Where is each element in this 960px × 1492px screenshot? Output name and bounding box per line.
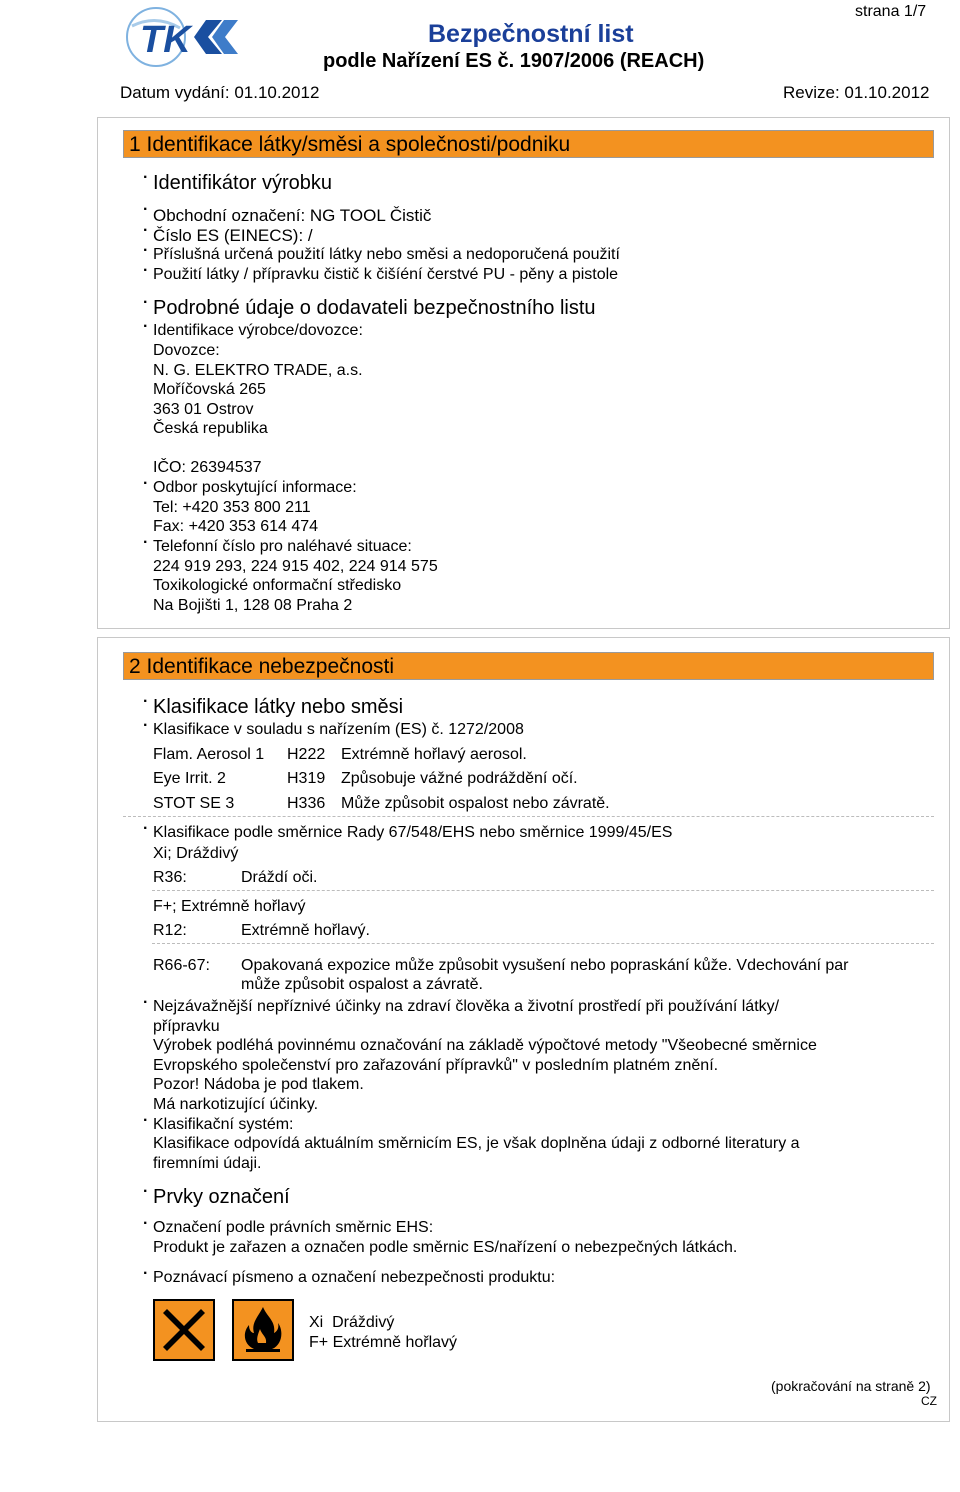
effects-label: Nejzávažnější nepříznivé účinky na zdraví člověka a životní prostředí při používání látky/ xyxy=(153,998,780,1015)
bullet: · xyxy=(143,201,149,218)
revision-date: Revize: 01.10.2012 xyxy=(783,83,930,102)
bullet: · xyxy=(143,820,149,837)
importer-line: Moříčovská 265 xyxy=(153,381,266,398)
xi-line: Xi; Dráždivý xyxy=(153,845,239,862)
bullet: · xyxy=(143,534,149,551)
r12-code: R12: xyxy=(153,922,187,939)
clp-code: H319 xyxy=(287,770,326,787)
r36-code: R36: xyxy=(153,869,187,886)
effects-line: Výrobek podléhá povinnému označování na základě výpočtové metody "Všeobecné směrnice xyxy=(153,1037,817,1054)
emergency-line: Toxikologické onformační středisko xyxy=(153,577,402,594)
product-identifier-heading: Identifikátor výrobku xyxy=(153,172,332,194)
bullet: · xyxy=(143,222,149,239)
emergency-line: 224 919 293, 224 915 402, 224 914 575 xyxy=(153,558,438,575)
trade-name: Obchodní označení: NG TOOL Čistič xyxy=(153,206,432,225)
clp-class: STOT SE 3 xyxy=(153,795,235,812)
effects-line: Má narkotizující účinky. xyxy=(153,1096,319,1113)
divider xyxy=(152,890,934,891)
effects-line: Pozor! Nádoba je pod tlakem. xyxy=(153,1076,364,1093)
importer-line: 363 01 Ostrov xyxy=(153,401,254,418)
ico: IČO: 26394537 xyxy=(153,459,262,476)
importer-line: Česká republika xyxy=(153,420,268,437)
info-phone: Tel: +420 353 800 211 xyxy=(153,499,311,516)
bullet: · xyxy=(143,717,149,734)
use-text: čistič k čišíéní čerstvé PU - pěny a pistole xyxy=(323,266,619,283)
system-text: Klasifikace odpovídá aktuálním směrnicím ES, je však doplněna údaji z odborné literatury a xyxy=(153,1135,800,1152)
section-1-heading: 1 Identifikace látky/směsi a společnosti/podniku xyxy=(123,130,934,158)
clp-text: Může způsobit ospalost nebo závratě. xyxy=(341,795,610,812)
bullet: · xyxy=(143,693,149,710)
clp-code: H222 xyxy=(287,746,326,763)
divider xyxy=(152,943,934,944)
page-number: strana 1/7 xyxy=(855,3,927,20)
supplier-heading: Podrobné údaje o dodavateli bezpečnostního listu xyxy=(153,297,596,319)
system-label: Klasifikační systém: xyxy=(153,1116,294,1133)
fplus-line: F+; Extrémně hořlavý xyxy=(153,898,306,915)
bullet: · xyxy=(143,475,149,492)
r36-text: Dráždí oči. xyxy=(241,869,318,886)
bullet: · xyxy=(143,994,149,1011)
company-logo xyxy=(118,6,248,68)
emergency-line: Na Bojišti 1, 128 08 Praha 2 xyxy=(153,597,353,614)
pictogram-label: Xi Dráždivý xyxy=(309,1314,395,1331)
clp-code: H336 xyxy=(287,795,326,812)
bullet: · xyxy=(143,1215,149,1232)
clp-label: Klasifikace v souladu s nařízením (ES) č. 1272/2008 xyxy=(153,721,524,738)
classification-heading: Klasifikace látky nebo směsi xyxy=(153,696,404,718)
effects-line: Evropského společenství pro zařazování přípravků" v posledním platném znění. xyxy=(153,1057,719,1074)
es-number: Číslo ES (EINECS): / xyxy=(153,226,313,245)
xi-cross-icon xyxy=(153,1299,215,1361)
hazard-letter-label: Poznávací písmeno a označení nebezpečnosti produktu: xyxy=(153,1269,556,1286)
pictogram-label: F+ Extrémně hořlavý xyxy=(309,1334,458,1351)
bullet: · xyxy=(143,262,149,279)
use-label: Použití látky / přípravku xyxy=(153,266,320,283)
clp-class: Flam. Aerosol 1 xyxy=(153,746,265,763)
ehs-label: Označení podle právních směrnic EHS: xyxy=(153,1219,434,1236)
bullet: · xyxy=(143,1183,149,1200)
ehs-text: Produkt je zařazen a označen podle směrnic ES/nařízení o nebezpečných látkách. xyxy=(153,1239,738,1256)
bullet: · xyxy=(143,294,149,311)
clp-class: Eye Irrit. 2 xyxy=(153,770,226,787)
bullet: · xyxy=(143,318,149,335)
bullet: · xyxy=(143,169,149,186)
importer-line: Dovozce: xyxy=(153,342,220,359)
r66-text: Opakovaná expozice může způsobit vysušení nebo popraskání kůže. Vdechování par xyxy=(241,957,849,974)
importer-line: N. G. ELEKTRO TRADE, a.s. xyxy=(153,362,363,379)
r66-text: může způsobit ospalost a závratě. xyxy=(241,976,483,993)
clp-text: Způsobuje vážné podráždění očí. xyxy=(341,770,578,787)
divider xyxy=(123,816,934,817)
section-2-heading: 2 Identifikace nebezpečnosti xyxy=(123,652,934,680)
bullet: · xyxy=(143,1265,149,1282)
effects-label: přípravku xyxy=(153,1018,220,1035)
system-text: firemními údaji. xyxy=(153,1155,262,1172)
info-fax: Fax: +420 353 614 474 xyxy=(153,518,319,535)
producer-label: Identifikace výrobce/dovozce: xyxy=(153,322,363,339)
regulation-subtitle: podle Nařízení ES č. 1907/2006 (REACH) xyxy=(323,50,705,72)
continuation-note: (pokračování na straně 2) xyxy=(771,1378,931,1394)
uses-heading: Příslušná určená použití látky nebo směsi a nedoporučená použití xyxy=(153,246,620,263)
use-line xyxy=(153,266,618,284)
language-code: CZ xyxy=(921,1394,937,1408)
info-label: Odbor poskytující informace: xyxy=(153,479,357,496)
bullet: · xyxy=(143,1112,149,1129)
emergency-label: Telefonní číslo pro naléhavé situace: xyxy=(153,538,412,555)
document-title: Bezpečnostní list xyxy=(428,20,634,48)
svg-text:TK: TK xyxy=(140,19,191,61)
flame-icon xyxy=(232,1299,294,1361)
r12-text: Extrémně hořlavý. xyxy=(241,922,370,939)
label-elements-heading: Prvky označení xyxy=(153,1186,290,1208)
bullet: · xyxy=(143,242,149,259)
directive-label: Klasifikace podle směrnice Rady 67/548/EHS nebo směrnice 1999/45/ES xyxy=(153,824,673,841)
issue-date: Datum vydání: 01.10.2012 xyxy=(120,83,320,102)
clp-text: Extrémně hořlavý aerosol. xyxy=(341,746,527,763)
r66-code: R66-67: xyxy=(153,957,210,974)
logo-icon xyxy=(118,6,248,68)
